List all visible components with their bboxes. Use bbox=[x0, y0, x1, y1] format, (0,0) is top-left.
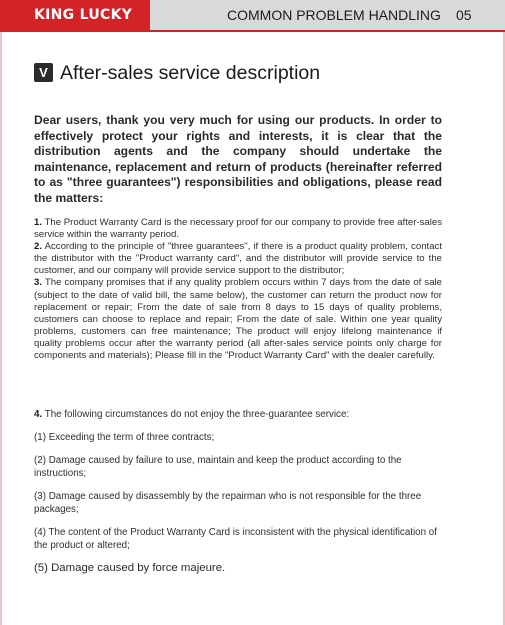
section-number-badge: V bbox=[34, 63, 53, 82]
intro-paragraph: Dear users, thank you very much for using our products. In order to effectively protect your rights and interests, it is clear that the distribution agents and the company should undertake the maintenance, replacement and return of products (hereinafter referred to as "three guarantees") responsibilities and obligations, please read the matters: bbox=[34, 113, 442, 205]
exclusions-list bbox=[34, 408, 444, 585]
exclusion-item: (3) Damage caused by disassembly by the repairman who is not responsible for the three packages; bbox=[34, 491, 422, 515]
list-item bbox=[34, 277, 442, 362]
item-number: 1. bbox=[34, 217, 43, 228]
header-divider bbox=[0, 30, 505, 32]
item-text: According to the principle of "three guarantees", if there is a product quality problem, contact the distributor with the "Product warranty card", and the distributor will provide service to the customer, and our company will provide service support to the distributor; bbox=[34, 241, 442, 277]
page-number: 05 bbox=[456, 7, 472, 23]
item-number: 2. bbox=[34, 241, 43, 253]
brand-name: KING LUCKY bbox=[0, 0, 150, 30]
section-title: After-sales service description bbox=[60, 62, 321, 84]
exclusion-item: (4) The content of the Product Warranty Card is inconsistent with the physical identification of the product or altered; bbox=[34, 527, 437, 551]
item-text: The following circumstances do not enjoy the three-guarantee service: bbox=[42, 409, 350, 420]
item-number: 4. bbox=[34, 409, 43, 420]
exclusions-lead bbox=[34, 408, 444, 421]
page-header bbox=[0, 0, 505, 30]
exclusion-item: (2) Damage caused by failure to use, maintain and keep the product according to the instructions; bbox=[34, 455, 402, 479]
warranty-items bbox=[34, 217, 442, 362]
item-text: The Product Warranty Card is the necessary proof for our company to provide free after-sales service within the warranty period. bbox=[34, 217, 442, 241]
exclusion-item: (1) Exceeding the term of three contracts; bbox=[34, 432, 215, 443]
header-title: COMMON PROBLEM HANDLING bbox=[227, 7, 441, 23]
exclusion-item: (5) Damage caused by force majeure. bbox=[34, 562, 226, 574]
page-border-left bbox=[0, 32, 2, 625]
list-item bbox=[34, 217, 442, 241]
item-number: 3. bbox=[34, 277, 43, 289]
item-text: The company promises that if any quality problem occurs within 7 days from the date of sale (subject to the date of valid bill, the same below), the customer can return the product now for replacement or repair; From the date of sale from 8 days to 15 days of quality problems, customers can choose to replace and repair; From the date of sale. Within one year quality problems, customers can free maintenance; The product will enjoy lifelong maintenance if quality problems occur after the warranty period (all after-sales service points only charge for components and materials); Please fill in the "Product Warranty Card" with the dealer carefully. bbox=[34, 277, 442, 362]
list-item bbox=[34, 241, 442, 277]
